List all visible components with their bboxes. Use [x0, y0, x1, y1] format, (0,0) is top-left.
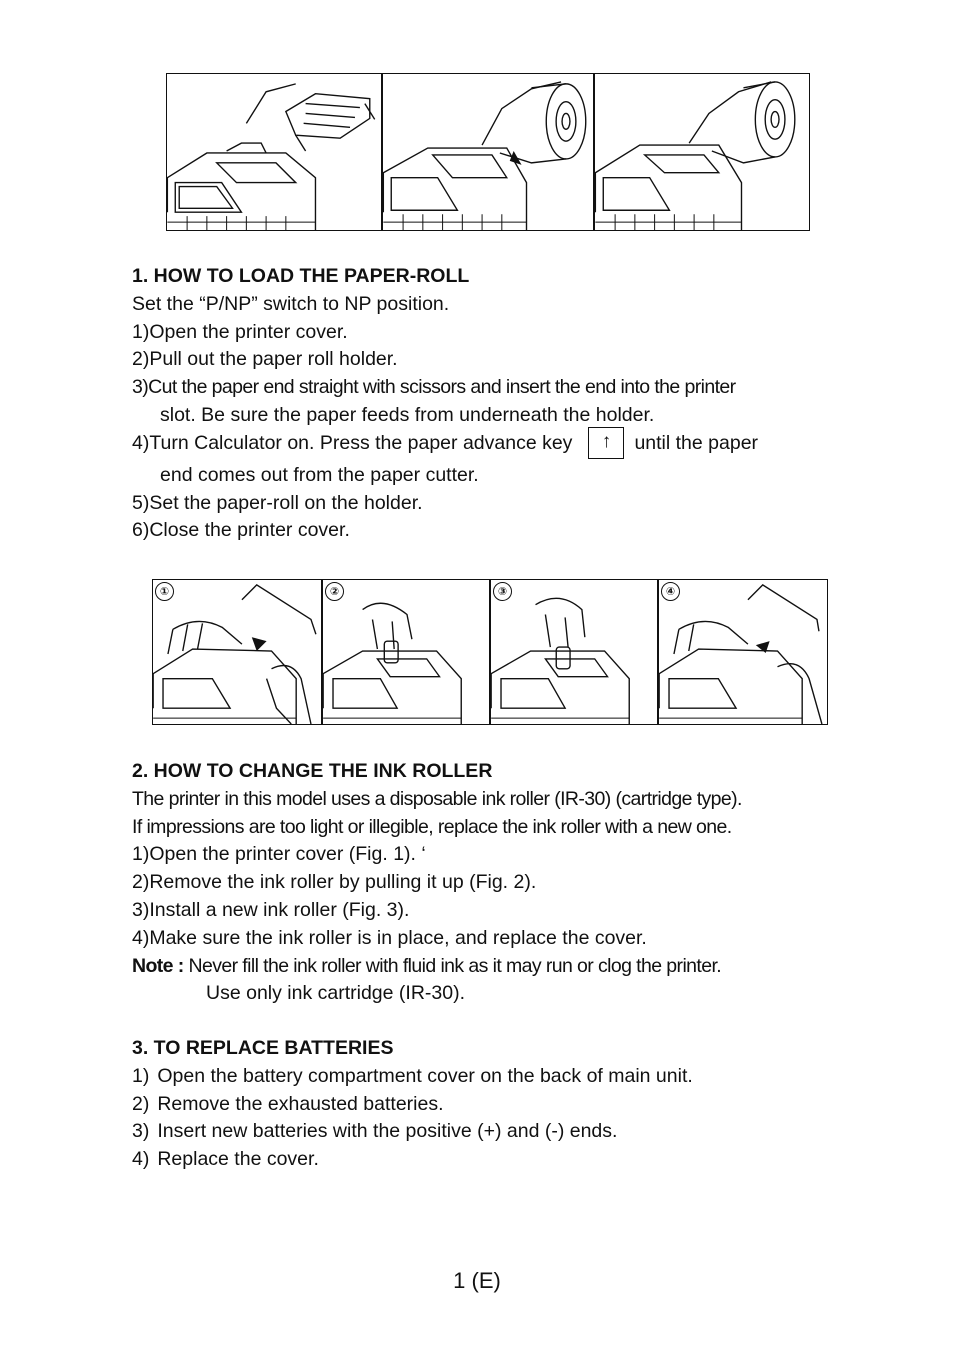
step-text: Close the printer cover. [149, 519, 350, 542]
step-number: 4) [132, 431, 150, 454]
figure-number-label: ① [155, 582, 174, 601]
paper-roll-loaded-illustration [595, 74, 809, 230]
figure-open-cover [166, 73, 382, 231]
section-intro: Set the “P/NP” switch to NP position. [132, 292, 450, 315]
step-number: 4) [132, 926, 150, 949]
paper-advance-key-icon: ↑ [588, 427, 624, 459]
calculator-open-cover-illustration [167, 74, 381, 230]
figure-2 [322, 579, 490, 725]
step-item [132, 346, 852, 374]
step-text: Replace the cover. [157, 1148, 319, 1171]
step-item [132, 897, 852, 925]
section-intro: If impressions are too light or illegible, replace the ink roller with a new one. [132, 815, 732, 838]
step-number: 3) [132, 376, 149, 399]
step-number: 3) [132, 1120, 150, 1143]
step-item [132, 1146, 852, 1174]
note-text: Never fill the ink roller with fluid ink as it may run or clog the printer. [183, 954, 722, 977]
page-number: 1 (E) [453, 1268, 501, 1293]
section-heading: 3. TO REPLACE BATTERIES [132, 1037, 394, 1059]
step-text: Make sure the ink roller is in place, and replace the cover. [149, 926, 647, 949]
remove-ink-roller-illustration [323, 580, 489, 724]
step-text: Set the paper-roll on the holder. [149, 491, 423, 514]
step-text: Install a new ink roller (Fig. 3). [149, 898, 410, 921]
step-number: 1) [132, 320, 150, 343]
note-line [132, 953, 852, 981]
step-text: Open the battery compartment cover on the back of main unit. [157, 1064, 693, 1087]
step-text: Insert new batteries with the positive (+) and (-) ends. [157, 1120, 618, 1143]
section-replace-batteries [132, 1035, 852, 1174]
figure-insert-paper [382, 73, 594, 231]
step-item [132, 1091, 852, 1119]
step-item [132, 841, 852, 869]
step-continuation: slot. Be sure the paper feeds from underneath the holder. [160, 403, 655, 426]
step-text: Pull out the paper roll holder. [149, 348, 398, 371]
note-label: Note : [132, 954, 184, 977]
step-text-after: until the paper [634, 431, 759, 454]
step-item [132, 517, 852, 545]
step-item [132, 374, 852, 402]
step-number: 2) [132, 348, 150, 371]
step-number: 4) [132, 1148, 150, 1171]
figure-3 [490, 579, 658, 725]
ink-roller-figure-strip [152, 579, 828, 725]
figure-1 [152, 579, 322, 725]
step-text: Open the printer cover. [149, 320, 348, 343]
step-continuation: end comes out from the paper cutter. [160, 463, 479, 486]
figure-paper-loaded [594, 73, 810, 231]
open-cover-hands-illustration [153, 580, 321, 724]
step-text: Remove the exhausted batteries. [157, 1092, 444, 1115]
close-cover-hands-illustration [659, 580, 827, 724]
step-item [132, 490, 852, 518]
step-number: 1) [132, 1064, 150, 1087]
step-item [132, 430, 852, 462]
step-number: 1) [132, 843, 150, 866]
step-number: 2) [132, 871, 150, 894]
step-item [132, 925, 852, 953]
section-heading: 1. HOW TO LOAD THE PAPER-ROLL [132, 265, 470, 287]
step-item [132, 1063, 852, 1091]
figure-number-label: ③ [493, 582, 512, 601]
paper-roll-figure-strip [166, 73, 810, 231]
section-heading: 2. HOW TO CHANGE THE INK ROLLER [132, 760, 493, 782]
step-item [132, 1118, 852, 1146]
install-ink-roller-illustration [491, 580, 657, 724]
figure-4 [658, 579, 828, 725]
step-text: Open the printer cover (Fig. 1). ‘ [149, 843, 426, 866]
step-number: 6) [132, 519, 150, 542]
step-text: Turn Calculator on. Press the paper advance key [149, 431, 573, 454]
figure-number-label: ② [325, 582, 344, 601]
paper-roll-insert-illustration [383, 74, 593, 230]
step-number: 3) [132, 898, 150, 921]
section-load-paper-roll [132, 263, 852, 545]
step-number: 5) [132, 491, 150, 514]
note-continuation: Use only ink cartridge (IR-30). [206, 982, 466, 1005]
section-change-ink-roller [132, 758, 852, 1008]
step-item [132, 869, 852, 897]
step-text: Remove the ink roller by pulling it up (Fig. 2). [149, 871, 537, 894]
step-item [132, 319, 852, 347]
step-text: Cut the paper end straight with scissors and insert the end into the printer [148, 376, 736, 399]
step-number: 2) [132, 1092, 150, 1115]
figure-number-label: ④ [661, 582, 680, 601]
section-intro: The printer in this model uses a disposable ink roller (IR-30) (cartridge type). [132, 787, 742, 810]
